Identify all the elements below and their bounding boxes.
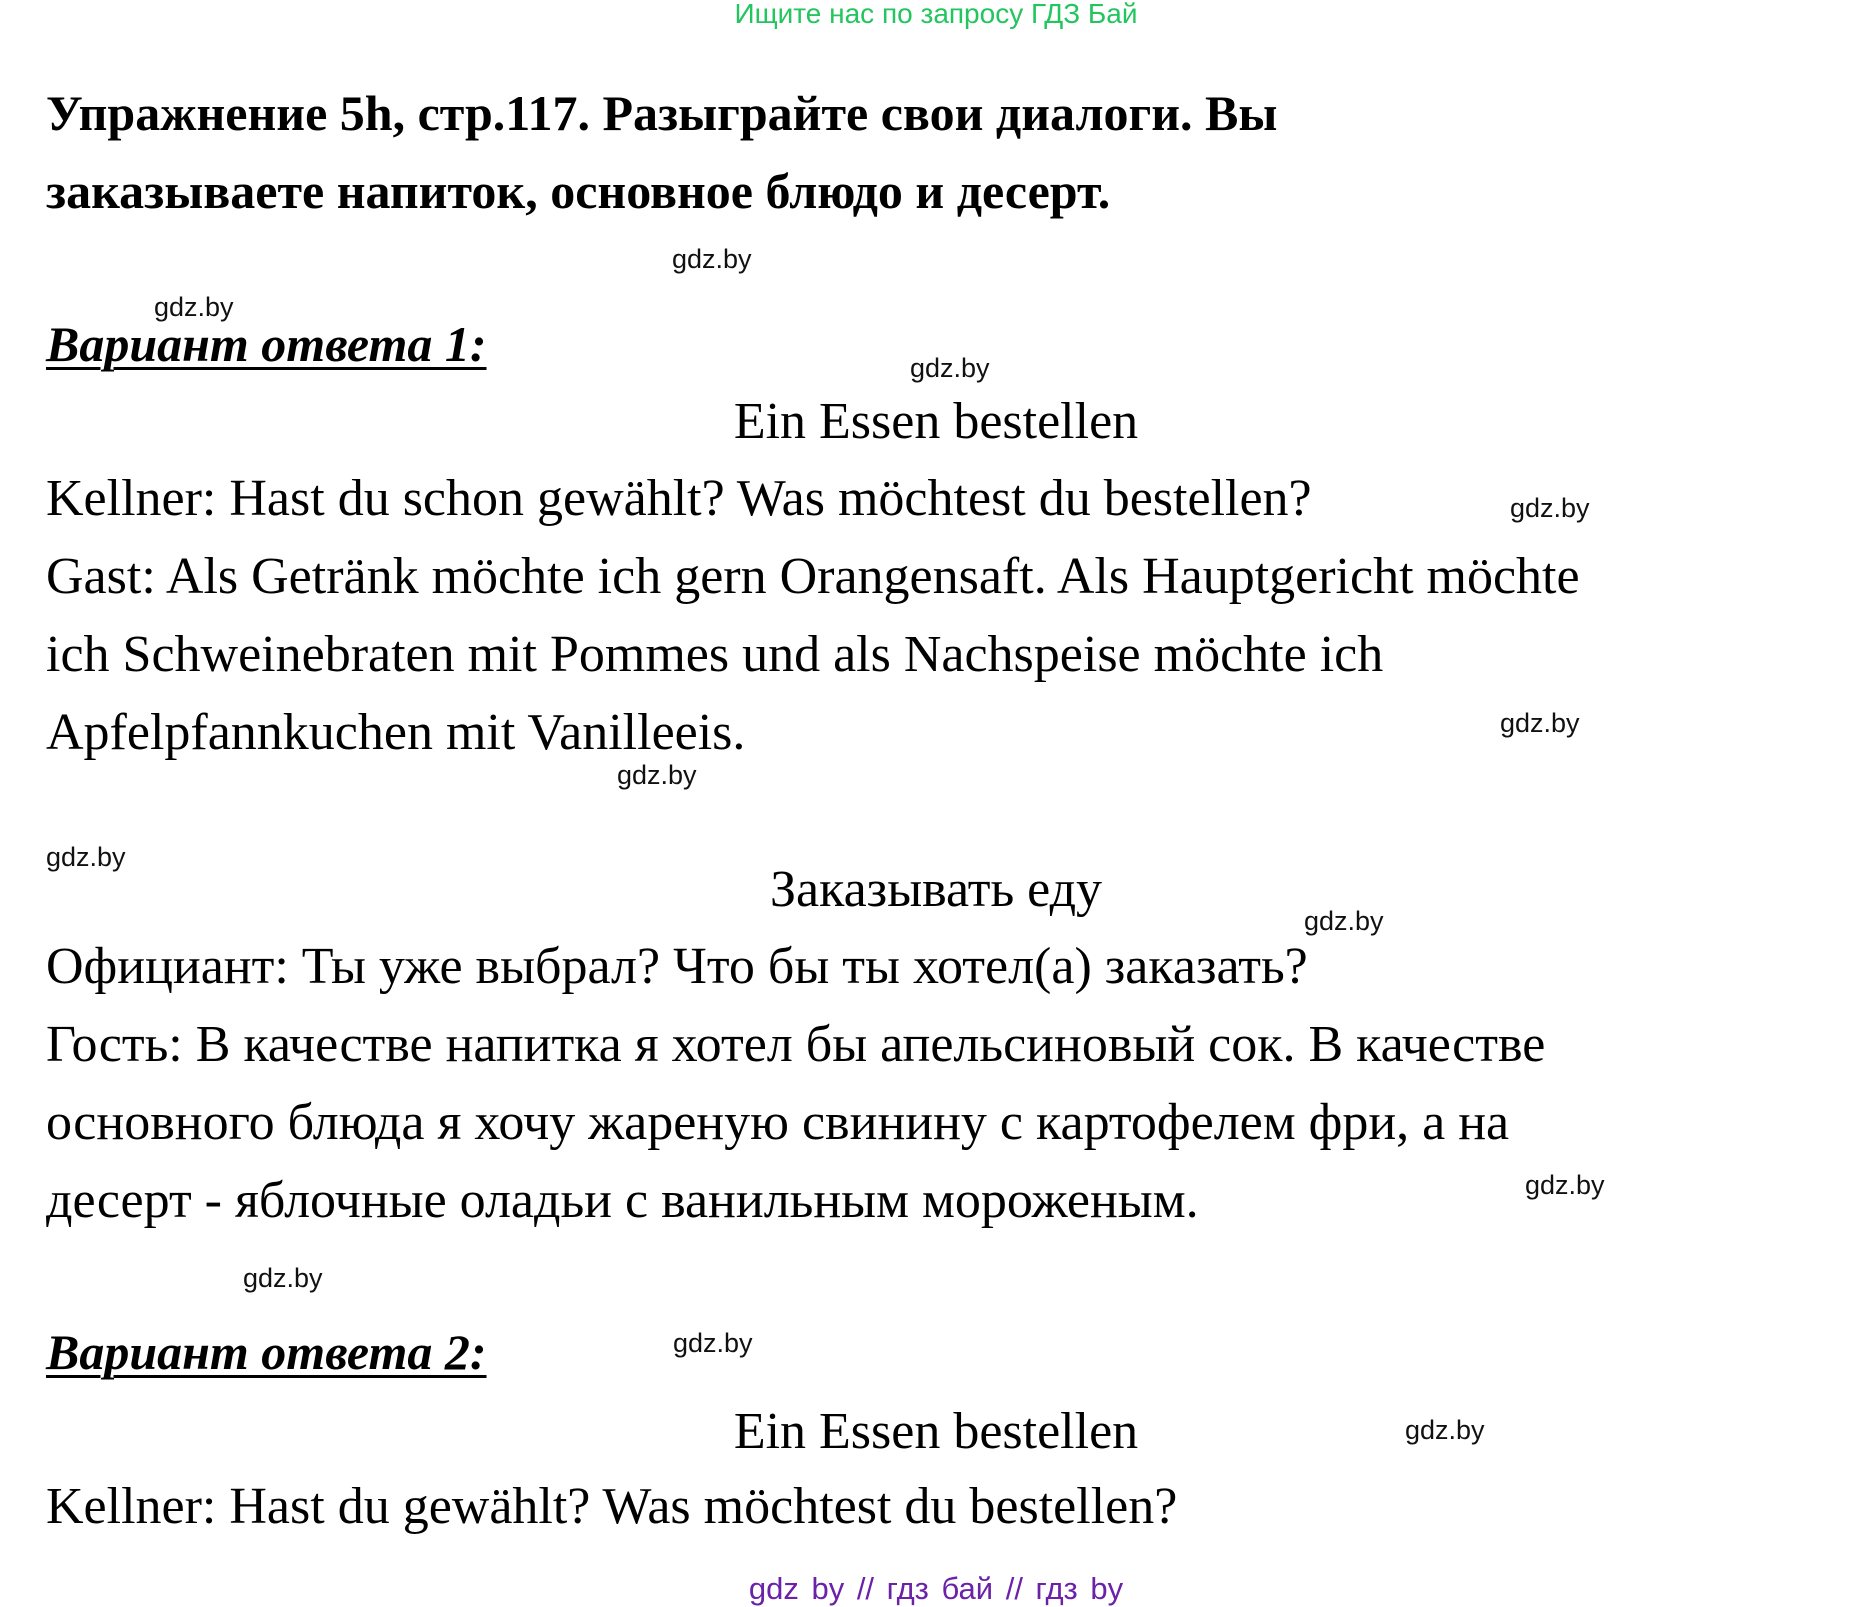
watermark-text: gdz.by	[243, 1263, 323, 1293]
variant-2-label: Вариант ответа 2:	[46, 1324, 487, 1380]
variant-1-russian-line: десерт - яблочные оладьи с ванильным мороженым.	[46, 1172, 1199, 1229]
variant-1-german-line: Gast: Als Getränk möchte ich gern Orangensaft. Als Hauptgericht möchte	[46, 548, 1580, 605]
variant-1-label: Вариант ответа 1:	[46, 316, 487, 372]
variant-1-russian-title: Заказывать еду	[769, 861, 1103, 918]
exercise-heading-line-1: Упражнение 5h, стр.117. Разыграйте свои диалоги. Вы	[46, 85, 1278, 141]
watermark-text: gdz.by	[1405, 1415, 1485, 1445]
watermark-text: gdz.by	[673, 1328, 753, 1358]
variant-2-german-title: Ein Essen bestellen	[733, 1403, 1139, 1460]
watermark-text: gdz.by	[1304, 906, 1384, 936]
exercise-heading-line-2: заказываете напиток, основное блюдо и десерт.	[46, 163, 1111, 219]
watermark-text: gdz.by	[154, 292, 234, 322]
watermark-text: gdz.by	[1510, 493, 1590, 523]
variant-1-russian-line: основного блюда я хочу жареную свинину с картофелем фри, а на	[46, 1094, 1510, 1151]
variant-1-german-line: Apfelpfannkuchen mit Vanilleeis.	[46, 704, 746, 761]
variant-1-german-line: Kellner: Hast du schon gewählt? Was möchtest du bestellen?	[46, 470, 1312, 527]
footer-watermark: gdz by // гдз бай // гдз by	[748, 1571, 1124, 1606]
variant-1-german-title: Ein Essen bestellen	[733, 393, 1139, 450]
variant-1-russian-line: Гость: В качестве напитка я хотел бы апельсиновый сок. В качестве	[46, 1016, 1546, 1073]
watermark-text: gdz.by	[910, 353, 990, 383]
variant-2-german-line: Kellner: Hast du gewählt? Was möchtest du bestellen?	[46, 1478, 1178, 1535]
watermark-text: gdz.by	[617, 760, 697, 790]
watermark-text: gdz.by	[46, 842, 126, 872]
variant-1-russian-line: Официант: Ты уже выбрал? Что бы ты хотел(а) заказать?	[46, 938, 1308, 995]
top-banner: Ищите нас по запросу ГДЗ Бай	[734, 0, 1138, 29]
watermark-text: gdz.by	[1500, 708, 1580, 738]
variant-1-german-line: ich Schweinebraten mit Pommes und als Nachspeise möchte ich	[46, 626, 1384, 683]
watermark-text: gdz.by	[672, 244, 752, 274]
watermark-text: gdz.by	[1525, 1170, 1605, 1200]
